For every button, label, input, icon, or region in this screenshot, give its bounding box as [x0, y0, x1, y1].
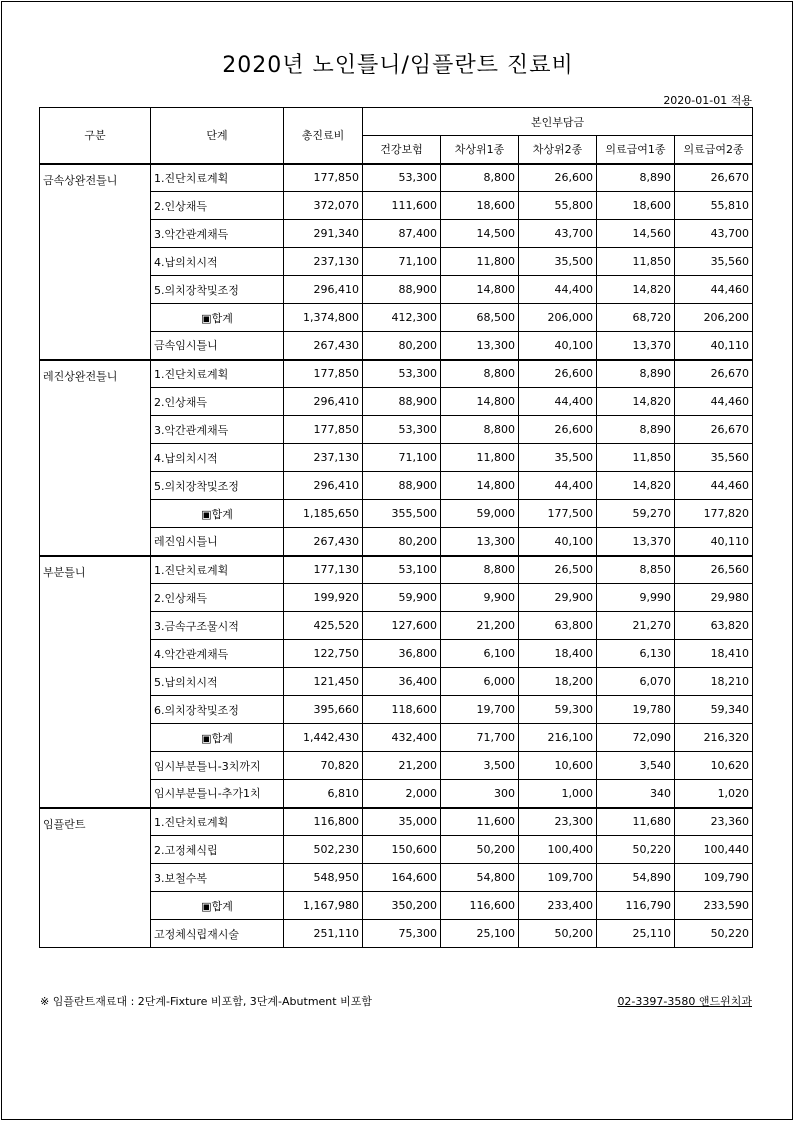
- copay-cell: 43,700: [519, 220, 597, 248]
- step-cell: 금속임시틀니: [151, 332, 284, 360]
- copay-cell: 71,700: [441, 724, 519, 752]
- step-cell: 1.진단치료계획: [151, 556, 284, 584]
- copay-cell: 40,110: [675, 528, 753, 556]
- copay-cell: 55,810: [675, 192, 753, 220]
- copay-cell: 26,670: [675, 164, 753, 192]
- copay-cell: 150,600: [363, 836, 441, 864]
- total-fee-cell: 267,430: [284, 528, 363, 556]
- copay-cell: 2,000: [363, 780, 441, 808]
- copay-cell: 55,800: [519, 192, 597, 220]
- copay-cell: 13,300: [441, 332, 519, 360]
- total-fee-cell: 70,820: [284, 752, 363, 780]
- header-sub: 의료급여2종: [675, 136, 753, 164]
- step-cell: 1.진단치료계획: [151, 360, 284, 388]
- copay-cell: 59,900: [363, 584, 441, 612]
- copay-cell: 26,500: [519, 556, 597, 584]
- total-fee-cell: 1,185,650: [284, 500, 363, 528]
- table-body: [40, 164, 753, 948]
- copay-cell: 11,850: [597, 444, 675, 472]
- step-cell: 5.납의치시적: [151, 668, 284, 696]
- copay-cell: 19,780: [597, 696, 675, 724]
- total-fee-cell: 1,374,800: [284, 304, 363, 332]
- copay-cell: 50,220: [597, 836, 675, 864]
- copay-cell: 18,200: [519, 668, 597, 696]
- copay-cell: 19,700: [441, 696, 519, 724]
- copay-cell: 26,600: [519, 164, 597, 192]
- step-cell: 임시부분틀니-추가1치: [151, 780, 284, 808]
- copay-cell: 206,200: [675, 304, 753, 332]
- copay-cell: 53,100: [363, 556, 441, 584]
- copay-cell: 18,600: [597, 192, 675, 220]
- copay-cell: 50,200: [519, 920, 597, 948]
- copay-cell: 6,070: [597, 668, 675, 696]
- copay-cell: 18,600: [441, 192, 519, 220]
- copay-cell: 25,110: [597, 920, 675, 948]
- copay-cell: 9,900: [441, 584, 519, 612]
- copay-cell: 14,820: [597, 472, 675, 500]
- copay-cell: 233,590: [675, 892, 753, 920]
- copay-cell: 100,440: [675, 836, 753, 864]
- step-cell: 3.금속구조물시적: [151, 612, 284, 640]
- copay-cell: 59,340: [675, 696, 753, 724]
- copay-cell: 26,600: [519, 416, 597, 444]
- copay-cell: 63,800: [519, 612, 597, 640]
- copay-cell: 340: [597, 780, 675, 808]
- copay-cell: 26,670: [675, 360, 753, 388]
- header-sub: 건강보험: [363, 136, 441, 164]
- copay-cell: 50,220: [675, 920, 753, 948]
- total-fee-cell: 237,130: [284, 248, 363, 276]
- copay-cell: 87,400: [363, 220, 441, 248]
- copay-cell: 109,700: [519, 864, 597, 892]
- total-fee-cell: 1,442,430: [284, 724, 363, 752]
- copay-cell: 53,300: [363, 164, 441, 192]
- table-row: [40, 164, 753, 192]
- category-cell: 부분틀니: [40, 556, 151, 808]
- copay-cell: 3,500: [441, 752, 519, 780]
- copay-cell: 14,800: [441, 276, 519, 304]
- footnote: ※ 임플란트재료대 : 2단계-Fixture 비포함, 3단계-Abutment 비포함: [40, 995, 372, 1008]
- copay-cell: 35,500: [519, 444, 597, 472]
- copay-cell: 13,300: [441, 528, 519, 556]
- total-fee-cell: 177,130: [284, 556, 363, 584]
- copay-cell: 116,600: [441, 892, 519, 920]
- total-fee-cell: 296,410: [284, 276, 363, 304]
- step-cell: 3.악간관계채득: [151, 220, 284, 248]
- copay-cell: 29,900: [519, 584, 597, 612]
- copay-cell: 6,130: [597, 640, 675, 668]
- copay-cell: 35,500: [519, 248, 597, 276]
- step-cell: 고정체식립재시술: [151, 920, 284, 948]
- copay-cell: 53,300: [363, 360, 441, 388]
- total-fee-cell: 548,950: [284, 864, 363, 892]
- copay-cell: 11,800: [441, 248, 519, 276]
- copay-cell: 44,400: [519, 388, 597, 416]
- copay-cell: 44,460: [675, 276, 753, 304]
- copay-cell: 35,000: [363, 808, 441, 836]
- copay-cell: 68,500: [441, 304, 519, 332]
- copay-cell: 40,100: [519, 528, 597, 556]
- copay-cell: 18,410: [675, 640, 753, 668]
- copay-cell: 3,540: [597, 752, 675, 780]
- copay-cell: 54,890: [597, 864, 675, 892]
- copay-cell: 72,090: [597, 724, 675, 752]
- total-fee-cell: 177,850: [284, 416, 363, 444]
- category-cell: 금속상완전틀니: [40, 164, 151, 360]
- copay-cell: 14,560: [597, 220, 675, 248]
- subtotal-label: ▣합계: [151, 724, 284, 752]
- effective-date: 2020-01-01 적용: [663, 94, 752, 107]
- copay-cell: 1,020: [675, 780, 753, 808]
- total-fee-cell: 291,340: [284, 220, 363, 248]
- total-fee-cell: 372,070: [284, 192, 363, 220]
- total-fee-cell: 122,750: [284, 640, 363, 668]
- step-cell: 1.진단치료계획: [151, 808, 284, 836]
- total-fee-cell: 116,800: [284, 808, 363, 836]
- copay-cell: 18,400: [519, 640, 597, 668]
- copay-cell: 36,800: [363, 640, 441, 668]
- copay-cell: 11,850: [597, 248, 675, 276]
- copay-cell: 100,400: [519, 836, 597, 864]
- copay-cell: 80,200: [363, 332, 441, 360]
- step-cell: 임시부분틀니-3치까지: [151, 752, 284, 780]
- copay-cell: 25,100: [441, 920, 519, 948]
- total-fee-cell: 395,660: [284, 696, 363, 724]
- copay-cell: 11,600: [441, 808, 519, 836]
- step-cell: 6.의치장착및조정: [151, 696, 284, 724]
- category-cell: 임플란트: [40, 808, 151, 948]
- step-cell: 1.진단치료계획: [151, 164, 284, 192]
- copay-cell: 8,890: [597, 416, 675, 444]
- copay-cell: 177,500: [519, 500, 597, 528]
- category-cell: 레진상완전틀니: [40, 360, 151, 556]
- copay-cell: 59,300: [519, 696, 597, 724]
- copay-cell: 26,670: [675, 416, 753, 444]
- copay-cell: 8,800: [441, 556, 519, 584]
- total-fee-cell: 1,167,980: [284, 892, 363, 920]
- copay-cell: 177,820: [675, 500, 753, 528]
- copay-cell: 71,100: [363, 248, 441, 276]
- copay-cell: 216,100: [519, 724, 597, 752]
- copay-cell: 88,900: [363, 276, 441, 304]
- copay-cell: 59,270: [597, 500, 675, 528]
- step-cell: 3.악간관계채득: [151, 416, 284, 444]
- page-title: 2020년 노인틀니/임플란트 진료비: [222, 53, 574, 78]
- copay-cell: 432,400: [363, 724, 441, 752]
- header-sub: 차상위2종: [519, 136, 597, 164]
- step-cell: 2.고정체식립: [151, 836, 284, 864]
- copay-cell: 8,890: [597, 360, 675, 388]
- copay-cell: 44,460: [675, 388, 753, 416]
- copay-cell: 127,600: [363, 612, 441, 640]
- copay-cell: 63,820: [675, 612, 753, 640]
- clinic-contact: 02-3397-3580 앤드윈치과: [617, 995, 752, 1008]
- table-row: [40, 808, 753, 836]
- copay-cell: 216,320: [675, 724, 753, 752]
- step-cell: 5.의치장착및조정: [151, 276, 284, 304]
- total-fee-cell: 251,110: [284, 920, 363, 948]
- subtotal-label: ▣합계: [151, 500, 284, 528]
- step-cell: 2.인상채득: [151, 192, 284, 220]
- copay-cell: 26,600: [519, 360, 597, 388]
- copay-cell: 8,800: [441, 360, 519, 388]
- copay-cell: 71,100: [363, 444, 441, 472]
- copay-cell: 8,850: [597, 556, 675, 584]
- copay-cell: 116,790: [597, 892, 675, 920]
- copay-cell: 355,500: [363, 500, 441, 528]
- copay-cell: 40,100: [519, 332, 597, 360]
- copay-cell: 40,110: [675, 332, 753, 360]
- header-copay: 본인부담금: [363, 108, 753, 136]
- step-cell: 2.인상채득: [151, 388, 284, 416]
- header-sub: 차상위1종: [441, 136, 519, 164]
- header-sub: 의료급여1종: [597, 136, 675, 164]
- copay-cell: 8,800: [441, 416, 519, 444]
- copay-cell: 1,000: [519, 780, 597, 808]
- copay-cell: 36,400: [363, 668, 441, 696]
- copay-cell: 109,790: [675, 864, 753, 892]
- copay-cell: 118,600: [363, 696, 441, 724]
- copay-cell: 8,800: [441, 164, 519, 192]
- copay-cell: 111,600: [363, 192, 441, 220]
- copay-cell: 8,890: [597, 164, 675, 192]
- copay-cell: 29,980: [675, 584, 753, 612]
- copay-cell: 300: [441, 780, 519, 808]
- copay-cell: 59,000: [441, 500, 519, 528]
- step-cell: 2.인상채득: [151, 584, 284, 612]
- header-total: 총진료비: [284, 108, 363, 164]
- copay-cell: 43,700: [675, 220, 753, 248]
- total-fee-cell: 199,920: [284, 584, 363, 612]
- total-fee-cell: 296,410: [284, 388, 363, 416]
- copay-cell: 50,200: [441, 836, 519, 864]
- copay-cell: 35,560: [675, 248, 753, 276]
- copay-cell: 14,800: [441, 472, 519, 500]
- total-fee-cell: 502,230: [284, 836, 363, 864]
- copay-cell: 13,370: [597, 332, 675, 360]
- copay-cell: 350,200: [363, 892, 441, 920]
- copay-cell: 11,800: [441, 444, 519, 472]
- subtotal-label: ▣합계: [151, 892, 284, 920]
- copay-cell: 23,300: [519, 808, 597, 836]
- copay-cell: 75,300: [363, 920, 441, 948]
- copay-cell: 23,360: [675, 808, 753, 836]
- copay-cell: 21,270: [597, 612, 675, 640]
- copay-cell: 11,680: [597, 808, 675, 836]
- copay-cell: 233,400: [519, 892, 597, 920]
- total-fee-cell: 121,450: [284, 668, 363, 696]
- copay-cell: 13,370: [597, 528, 675, 556]
- step-cell: 4.악간관계채득: [151, 640, 284, 668]
- header-step: 단계: [151, 108, 284, 164]
- copay-cell: 68,720: [597, 304, 675, 332]
- total-fee-cell: 237,130: [284, 444, 363, 472]
- total-fee-cell: 267,430: [284, 332, 363, 360]
- total-fee-cell: 296,410: [284, 472, 363, 500]
- copay-cell: 21,200: [441, 612, 519, 640]
- copay-cell: 14,820: [597, 276, 675, 304]
- copay-cell: 44,460: [675, 472, 753, 500]
- subtotal-label: ▣합계: [151, 304, 284, 332]
- copay-cell: 14,500: [441, 220, 519, 248]
- step-cell: 레진임시틀니: [151, 528, 284, 556]
- copay-cell: 88,900: [363, 472, 441, 500]
- copay-cell: 9,990: [597, 584, 675, 612]
- total-fee-cell: 177,850: [284, 164, 363, 192]
- copay-cell: 6,100: [441, 640, 519, 668]
- step-cell: 4.납의치시적: [151, 248, 284, 276]
- copay-cell: 21,200: [363, 752, 441, 780]
- table-row: [40, 556, 753, 584]
- fee-table: [39, 107, 753, 948]
- copay-cell: 206,000: [519, 304, 597, 332]
- header-gubun: 구분: [40, 108, 151, 164]
- copay-cell: 54,800: [441, 864, 519, 892]
- copay-cell: 44,400: [519, 276, 597, 304]
- copay-cell: 44,400: [519, 472, 597, 500]
- step-cell: 5.의치장착및조정: [151, 472, 284, 500]
- copay-cell: 10,620: [675, 752, 753, 780]
- step-cell: 4.납의치시적: [151, 444, 284, 472]
- copay-cell: 14,820: [597, 388, 675, 416]
- copay-cell: 6,000: [441, 668, 519, 696]
- table-row: [40, 360, 753, 388]
- step-cell: 3.보철수복: [151, 864, 284, 892]
- copay-cell: 35,560: [675, 444, 753, 472]
- copay-cell: 14,800: [441, 388, 519, 416]
- copay-cell: 18,210: [675, 668, 753, 696]
- copay-cell: 88,900: [363, 388, 441, 416]
- copay-cell: 412,300: [363, 304, 441, 332]
- total-fee-cell: 6,810: [284, 780, 363, 808]
- copay-cell: 53,300: [363, 416, 441, 444]
- copay-cell: 164,600: [363, 864, 441, 892]
- total-fee-cell: 177,850: [284, 360, 363, 388]
- copay-cell: 26,560: [675, 556, 753, 584]
- copay-cell: 80,200: [363, 528, 441, 556]
- total-fee-cell: 425,520: [284, 612, 363, 640]
- copay-cell: 10,600: [519, 752, 597, 780]
